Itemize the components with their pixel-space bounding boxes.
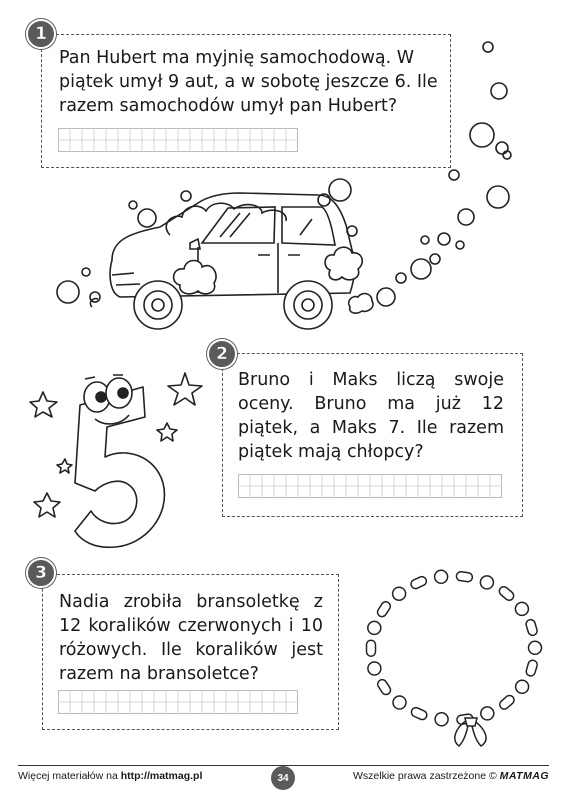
task-3-line: różowych. Ile koralików jest	[59, 640, 323, 660]
task-2-line: piątek mają chłopcy?	[238, 442, 424, 462]
bead-oval	[498, 694, 516, 711]
bead-round	[393, 696, 406, 709]
task-2-text	[238, 368, 504, 464]
task-2-line: oceny. Bruno ma już 12	[238, 394, 504, 414]
bead-round	[480, 576, 493, 589]
bead-round	[515, 602, 528, 615]
bead-round	[481, 707, 494, 720]
bead-oval	[410, 706, 428, 721]
task-3-number-badge: 3	[26, 558, 56, 588]
number-five-illustration	[25, 365, 215, 555]
task-1-line: razem samochodów umył pan Hubert?	[59, 96, 398, 116]
task-1-number-badge: 1	[26, 19, 56, 49]
task-3-line: razem na bransoletce?	[59, 664, 259, 684]
bead-round	[516, 680, 529, 693]
copyright-text: Wszelkie prawa zastrzeżone ©	[353, 770, 500, 782]
bead-oval	[456, 571, 473, 582]
bead-oval	[525, 619, 538, 637]
footer-link[interactable]: http://matmag.pl	[120, 770, 203, 782]
car-wash-illustration	[50, 35, 520, 335]
footer-left	[18, 770, 202, 782]
bead-oval	[366, 640, 375, 656]
task-3-line: Nadia zrobiła bransoletkę z	[59, 592, 323, 612]
task-3-line: 12 koralików czerwonych i 10	[59, 616, 323, 636]
footer-right	[353, 770, 549, 782]
task-2-line: Bruno i Maks liczą swoje	[238, 370, 504, 390]
task-2-line: piątek, a Maks 7. Ile razem	[238, 418, 504, 438]
task-2-number-badge: 2	[207, 339, 237, 369]
bracelet-illustration	[355, 568, 555, 768]
bead-oval	[525, 659, 538, 677]
bead-oval	[410, 575, 428, 590]
footer-prefix: Więcej materiałów na	[18, 770, 121, 782]
bead-round	[529, 641, 542, 654]
task-1-line: Pan Hubert ma myjnię samochodową. W	[59, 48, 415, 68]
bead-round	[435, 713, 448, 726]
bead-oval	[498, 585, 516, 602]
task-2-answer-grid[interactable]	[238, 474, 502, 498]
page-number: 34	[271, 766, 295, 790]
bead-oval	[376, 678, 392, 696]
bead-round	[435, 570, 448, 583]
brand-logo: MATMAG	[499, 770, 550, 782]
bead-oval	[376, 600, 392, 618]
bead-round	[368, 662, 381, 675]
task-1-line: piątek umył 9 aut, a w sobotę jeszcze 6. Ile	[59, 72, 438, 92]
task-3-answer-grid[interactable]	[58, 690, 298, 714]
bead-round	[393, 587, 406, 600]
task-3-text	[59, 590, 323, 686]
bead-round	[368, 621, 381, 634]
